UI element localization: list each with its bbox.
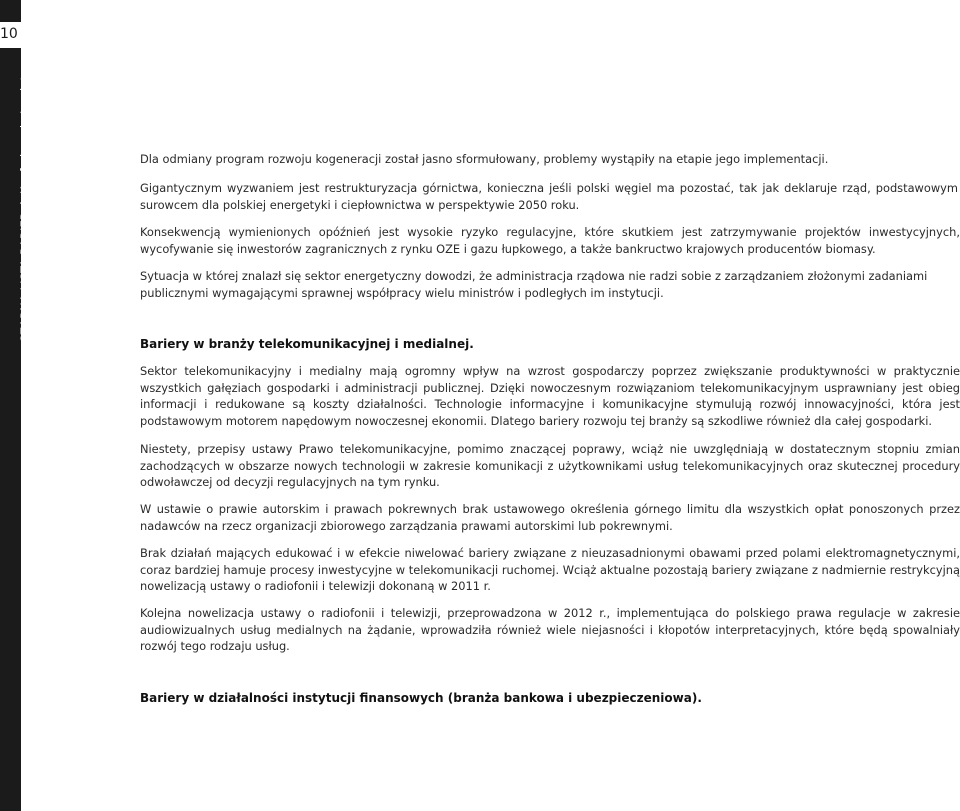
paragraph-energy-sector: Sytuacja w której znalazł się sektor energetyczny dowodzi, że administracja rządowa nie radzi sobie z zarządzaniem złożonymi zadaniami publicznymi wymagającymi sprawnej współpracy wielu ministrów i podległych im instytucji. (140, 269, 928, 300)
paragraph-electromagnetic: Brak działań mających edukować i w efekcie niwelować bariery związane z nieuzasadnionymi obawami przed polami elektromagnetycznymi, coraz bardziej hamuje procesy inwestycyjne w telekomunikacji ruchomej. Wciąż aktualne pozostają bariery związane z nadmiernie restrykcyjną nowelizacją ustawy o radiofonii i telewizji dokonaną w 2011 r. (140, 546, 960, 594)
heading-finance: Bariery w działalności instytucji finansowych (branża bankowa i ubezpieczeniowa). (140, 691, 702, 705)
paragraph-mining: Gigantycznym wyzwaniem jest restrukturyzacja górnictwa, konieczna jeśli polski węgiel ma pozostać, tak jak deklaruje rząd, podstawowym surowcem dla polskiej energetyki i ciepłownictwa w perspektywie 2050 roku. (140, 181, 958, 212)
paragraph-broadcasting-amendment: Kolejna nowelizacja ustawy o radiofonii i telewizji, przeprowadzona w 2012 r., implementująca do polskiego prawa regulacje w zakresie audiowizualnych usług medialnych na żądanie, wprowadziła również wiele niejasności i kłopotów interpretacyjnych, które będą spowalniały rozwój tego rodzaju usług. (140, 606, 960, 654)
side-label-separator: | (18, 201, 32, 206)
heading-telecom: Bariery w branży telekomunikacyjnej i medialnej. (140, 337, 474, 351)
side-label-right: Konfederacja Lewiatan (18, 61, 32, 195)
paragraph-regulatory-risk: Konsekwencją wymienionych opóźnień jest wysokie ryzyko regulacyjne, które skutkiem jest zatrzymywanie projektów inwestycyjnych, wycofywanie się inwestorów zagranicznych z rynku OZE i gazu łupkowego, a także bankructwo krajowych producentów biomasy. (140, 225, 960, 256)
paragraph-copyright: W ustawie o prawie autorskim i prawach pokrewnych brak ustawowego określenia górnego limitu dla wszystkich opłat ponoszonych przez nadawców na rzecz organizacji zbiorowego zarządzania prawami autorskimi lub pokrewnymi. (140, 502, 960, 533)
paragraph-cogeneration: Dla odmiany program rozwoju kogeneracji został jasno sformułowany, problemy wystąpiły na etapie jego implementacji. (140, 152, 829, 166)
side-label-left: CZARNA LISTA BARIER (18, 212, 32, 343)
paragraph-telecom-law: Niestety, przepisy ustawy Prawo telekomunikacyjne, pomimo znaczącej poprawy, wciąż nie uwzględniają w dostatecznym stopniu zmian zachodzących w obszarze nowych technologii w zakresie komunikacji z użytkownikami usług telekomunikacyjnych oraz skutecznej procedury odwoławczej od decyzji regulacyjnych na tym rynku. (140, 442, 960, 490)
side-label-text (18, 61, 32, 343)
paragraph-telecom-impact: Sektor telekomunikacyjny i medialny mają ogromny wpływ na wzrost gospodarczy poprzez zwiększanie produktywności w praktycznie wszystkich gałęziach gospodarki i administracji publicznej. Dzięki nowoczesnym rozwiązaniom telekomunikacyjnym usprawniany jest obieg informacji i redukowane są koszty działalności. Technologie informacyjne i komunikacyjne stymulują rozwój innowacyjności, która jest podstawowym motorem napędowym nowoczesnej ekonomii. Dlatego bariery rozwoju tej branży są szkodliwe również dla całej gospodarki. (140, 364, 960, 428)
page-number: 10 (0, 26, 18, 42)
